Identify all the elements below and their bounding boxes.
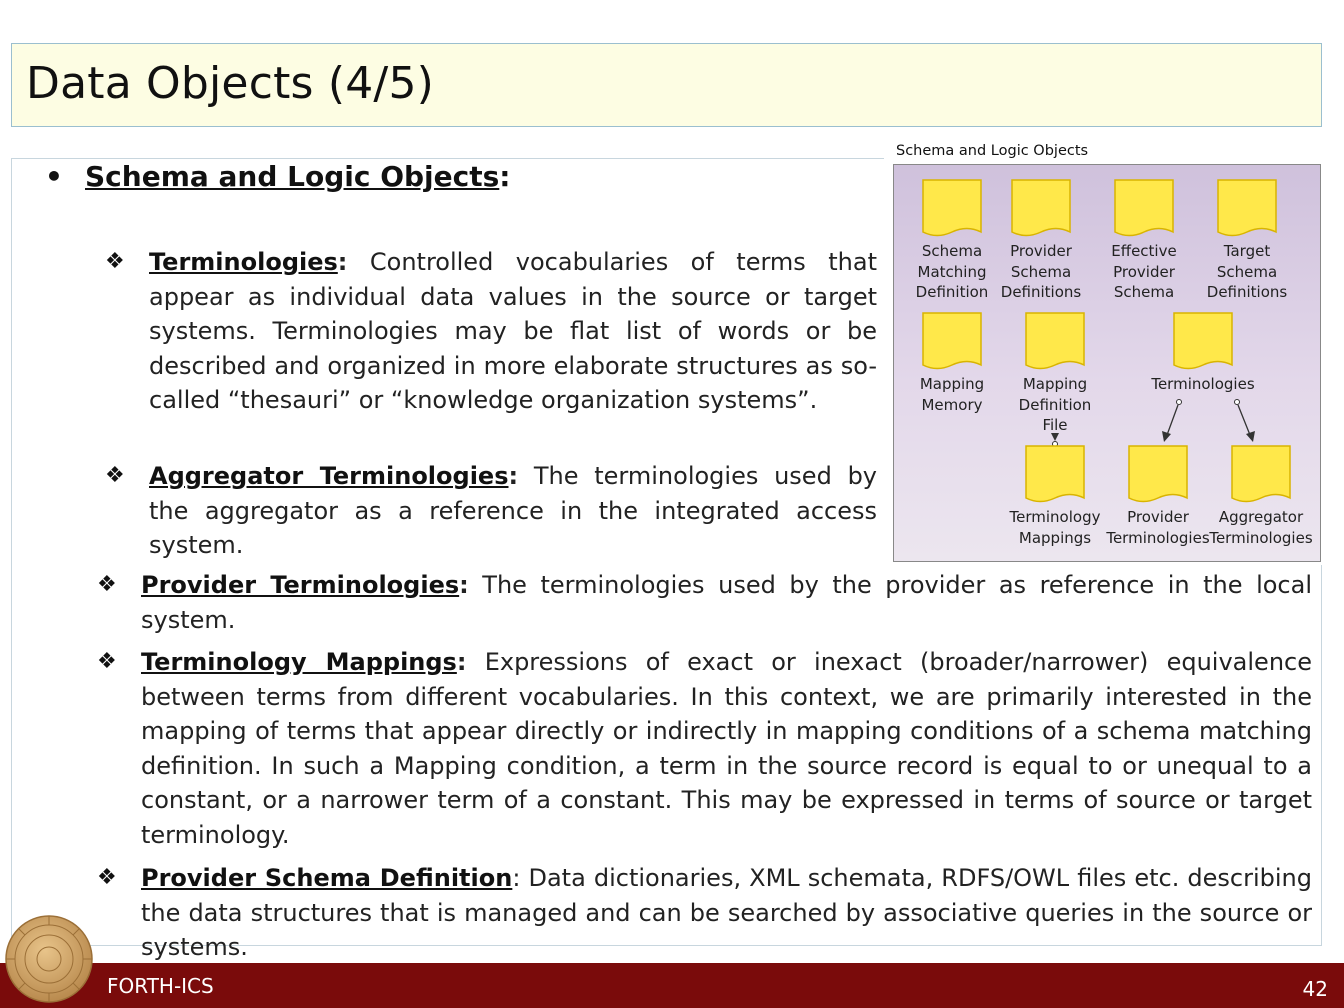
node-label: Terminology Mappings — [1009, 508, 1101, 547]
item-term: Aggregator Terminologies — [149, 462, 509, 490]
document-icon — [1128, 445, 1188, 505]
diagram-title: Schema and Logic Objects — [896, 143, 1089, 159]
node-label: Provider Schema Definitions — [1000, 242, 1082, 301]
node-terminology-mappings — [995, 445, 1115, 548]
item-terminologies — [105, 245, 877, 418]
diamond-bullet-icon: ❖ — [97, 572, 117, 597]
page-number: 42 — [1302, 977, 1328, 1001]
document-icon — [1231, 445, 1291, 505]
slide-title: Data Objects (4/5) — [26, 58, 435, 109]
item-terminology-mappings — [97, 645, 1312, 853]
item-colon: : — [508, 462, 519, 490]
institution-seal-icon — [4, 913, 94, 1005]
item-text: Data dictionaries, XML schemata, RDFS/OWL files etc. describing the data structures that is managed and can be searched by associative queries in the source or systems. — [141, 864, 1312, 962]
node-mapping-definition-file — [995, 312, 1115, 436]
node-label: Terminologies — [1151, 375, 1255, 393]
node-label: Aggregator Terminologies — [1209, 508, 1313, 547]
node-label: Effective Provider Schema — [1111, 242, 1177, 301]
section-colon: : — [499, 160, 511, 193]
document-icon — [1114, 179, 1174, 239]
document-icon — [1011, 179, 1071, 239]
item-term: Terminologies — [149, 248, 338, 276]
item-aggregator-terminologies — [105, 459, 877, 563]
item-text: Controlled vocabularies of terms that appear as individual data values in the source or target systems. Terminologies may be flat list of words or be described and organized in more elaborate structures as so-called “thesauri” or “knowledge organization systems”. — [149, 248, 877, 415]
node-target-schema-definitions — [1187, 179, 1307, 303]
item-colon: : — [456, 648, 467, 676]
diamond-bullet-icon: ❖ — [97, 865, 117, 890]
node-provider-schema-definitions — [981, 179, 1101, 303]
item-provider-schema-definition — [97, 861, 1312, 965]
title-bar — [11, 43, 1322, 127]
item-term: Terminology Mappings — [141, 648, 457, 676]
node-label: Schema Matching Definition — [915, 242, 989, 301]
node-label: Mapping Definition File — [1018, 375, 1092, 434]
section-heading — [45, 160, 510, 193]
node-label: Mapping Memory — [919, 375, 985, 414]
item-colon: : — [512, 864, 521, 892]
item-text: Expressions of exact or inexact (broader/narrower) equivalence between terms from different vocabularies. In this context, we are primarily interested in the mapping of terms that appear directly or indirectly in mapping conditions of a schema matching definition. In such a Mapping condition, a term in the source record is equal to or unequal to a constant, or a narrower term of a constant. This may be expressed in terms of source or target terminology. — [141, 648, 1312, 849]
item-text: The terminologies used by the provider as reference in the local system. — [141, 571, 1312, 634]
section-label: Schema and Logic Objects — [85, 160, 500, 193]
node-aggregator-terminologies — [1201, 445, 1321, 548]
document-icon — [922, 312, 982, 372]
diamond-bullet-icon: ❖ — [97, 649, 117, 674]
document-icon — [922, 179, 982, 239]
document-icon — [1173, 312, 1233, 372]
document-icon — [1025, 312, 1085, 372]
bullet-dot: • — [45, 160, 63, 193]
diagram-panel — [893, 164, 1321, 562]
footer-bar — [0, 963, 1344, 1008]
footer-org: FORTH-ICS — [107, 974, 214, 998]
item-colon: : — [459, 571, 469, 599]
diamond-bullet-icon: ❖ — [105, 463, 125, 488]
node-label: Provider Terminologies — [1106, 508, 1210, 547]
node-terminologies — [1143, 312, 1263, 395]
node-label: Target Schema Definitions — [1206, 242, 1288, 301]
item-provider-terminologies — [97, 568, 1312, 637]
diamond-bullet-icon: ❖ — [105, 249, 125, 274]
item-colon: : — [337, 248, 348, 276]
item-text: The terminologies used by the aggregator as a reference in the integrated access system. — [149, 462, 877, 560]
schema-logic-diagram — [884, 137, 1324, 565]
item-term: Provider Schema Definition — [141, 864, 513, 892]
item-term: Provider Terminologies — [141, 571, 460, 599]
node-provider-terminologies — [1098, 445, 1218, 548]
node-effective-provider-schema — [1084, 179, 1204, 303]
document-icon — [1025, 445, 1085, 505]
node-mapping-memory — [892, 312, 1012, 415]
document-icon — [1217, 179, 1277, 239]
